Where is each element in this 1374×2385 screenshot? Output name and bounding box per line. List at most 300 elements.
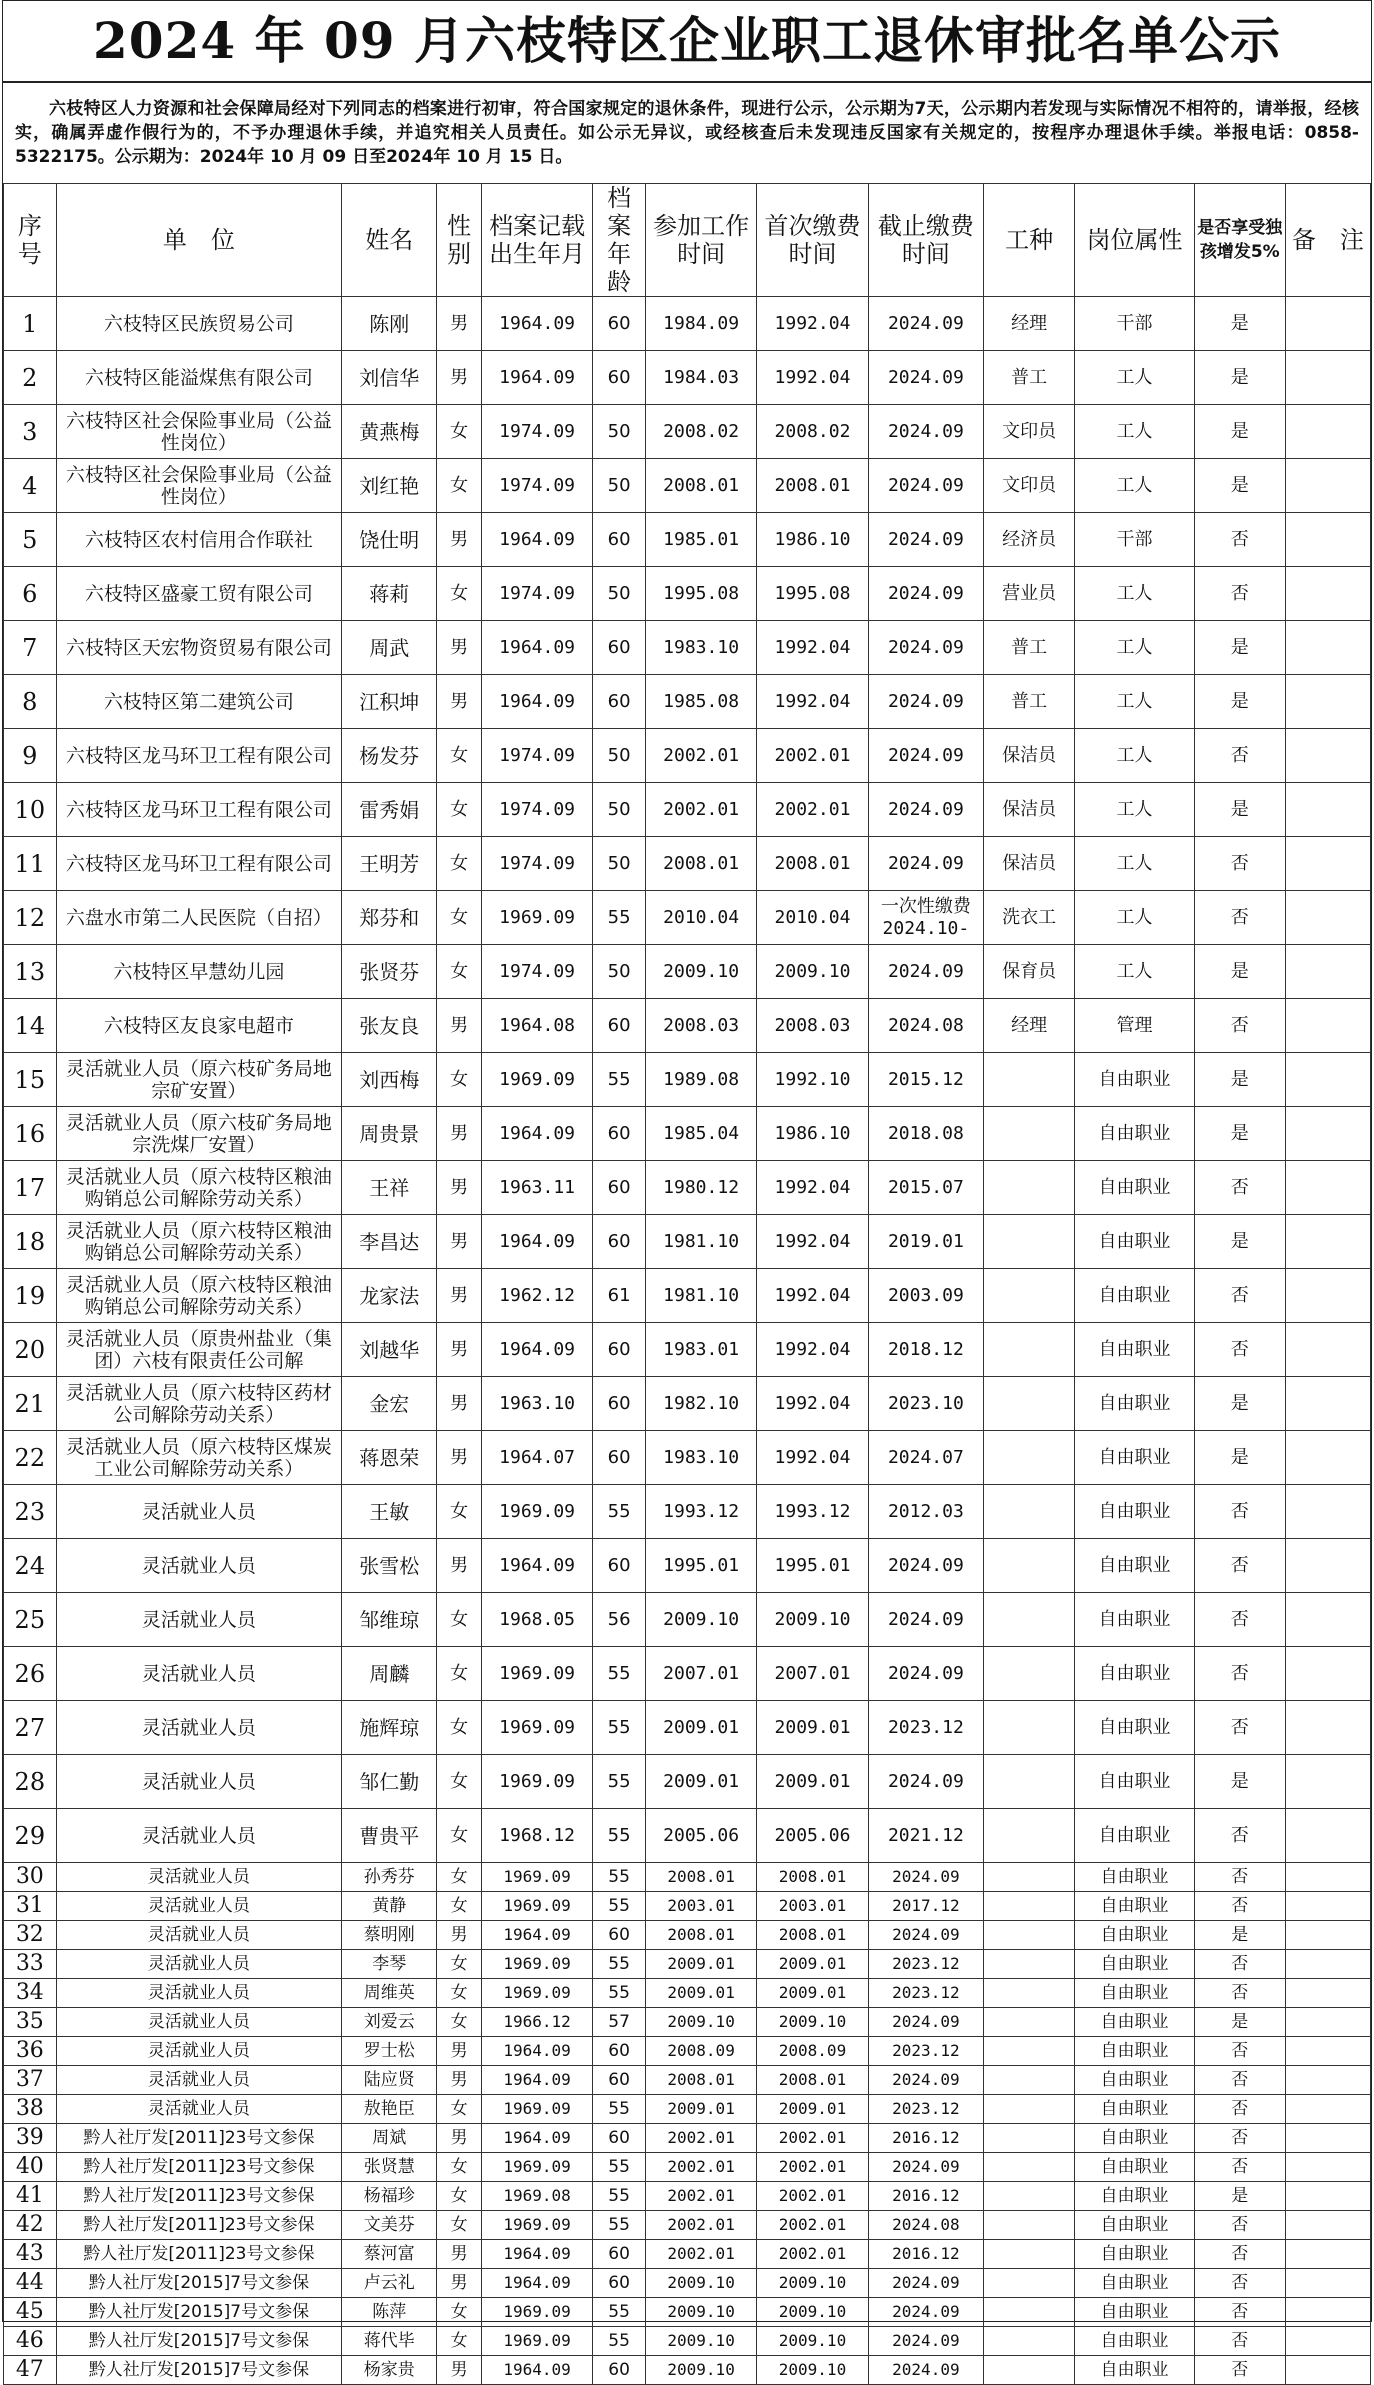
cell-bonus: 否 xyxy=(1194,999,1285,1053)
cell-pay-end: 2023.10 xyxy=(868,1377,983,1431)
table-row xyxy=(4,405,1371,459)
cell-work-start: 2008.01 xyxy=(645,1863,756,1892)
cell-name: 周斌 xyxy=(342,2124,437,2153)
cell-work-start: 1985.01 xyxy=(645,513,756,567)
table-row xyxy=(4,1323,1371,1377)
cell-bonus: 否 xyxy=(1194,2095,1285,2124)
cell-post: 自由职业 xyxy=(1075,1892,1194,1921)
table-row xyxy=(4,2124,1371,2153)
cell-seq: 37 xyxy=(4,2066,57,2095)
cell-job xyxy=(984,1053,1075,1107)
cell-unit: 灵活就业人员 xyxy=(56,1539,342,1593)
table-row xyxy=(4,1950,1371,1979)
cell-first-pay: 2002.01 xyxy=(757,783,868,837)
cell-post: 自由职业 xyxy=(1075,1377,1194,1431)
cell-pay-end: 2024.09 xyxy=(868,2269,983,2298)
cell-seq: 34 xyxy=(4,1979,57,2008)
cell-name: 王祥 xyxy=(342,1161,437,1215)
cell-pay-end: 2003.09 xyxy=(868,1269,983,1323)
cell-remark xyxy=(1285,2124,1370,2153)
cell-job: 普工 xyxy=(984,351,1075,405)
cell-work-start: 1983.10 xyxy=(645,621,756,675)
cell-bonus: 否 xyxy=(1194,1950,1285,1979)
cell-birth: 1969.09 xyxy=(481,1950,592,1979)
cell-birth: 1964.09 xyxy=(481,513,592,567)
cell-remark xyxy=(1285,2095,1370,2124)
cell-seq: 43 xyxy=(4,2240,57,2269)
cell-birth: 1964.09 xyxy=(481,2066,592,2095)
cell-first-pay: 2008.01 xyxy=(757,2066,868,2095)
cell-name: 刘西梅 xyxy=(342,1053,437,1107)
cell-gender: 男 xyxy=(437,1539,482,1593)
cell-work-start: 1981.10 xyxy=(645,1269,756,1323)
cell-pay-end: 2024.09 xyxy=(868,2066,983,2095)
cell-birth: 1974.09 xyxy=(481,729,592,783)
cell-remark xyxy=(1285,1161,1370,1215)
table-row xyxy=(4,297,1371,351)
cell-pay-end: 2024.08 xyxy=(868,2211,983,2240)
cell-job: 保洁员 xyxy=(984,837,1075,891)
cell-unit: 灵活就业人员 xyxy=(56,1979,342,2008)
cell-pay-end: 2024.09 xyxy=(868,1539,983,1593)
table-row xyxy=(4,1269,1371,1323)
cell-post: 自由职业 xyxy=(1075,2327,1194,2356)
cell-work-start: 2008.01 xyxy=(645,1921,756,1950)
cell-remark xyxy=(1285,1377,1370,1431)
table-row xyxy=(4,1377,1371,1431)
cell-remark xyxy=(1285,459,1370,513)
cell-post: 自由职业 xyxy=(1075,2211,1194,2240)
cell-name: 雷秀娟 xyxy=(342,783,437,837)
cell-birth: 1969.09 xyxy=(481,2153,592,2182)
cell-seq: 7 xyxy=(4,621,57,675)
cell-age: 60 xyxy=(593,1161,646,1215)
table-row xyxy=(4,1755,1371,1809)
cell-seq: 46 xyxy=(4,2327,57,2356)
cell-name: 卢云礼 xyxy=(342,2269,437,2298)
cell-post: 自由职业 xyxy=(1075,2008,1194,2037)
cell-age: 55 xyxy=(593,1809,646,1863)
cell-bonus: 否 xyxy=(1194,1979,1285,2008)
cell-birth: 1974.09 xyxy=(481,945,592,999)
cell-unit: 六枝特区民族贸易公司 xyxy=(56,297,342,351)
cell-job xyxy=(984,1863,1075,1892)
cell-age: 55 xyxy=(593,2182,646,2211)
cell-gender: 女 xyxy=(437,945,482,999)
cell-remark xyxy=(1285,2066,1370,2095)
cell-age: 55 xyxy=(593,1755,646,1809)
cell-age: 55 xyxy=(593,1485,646,1539)
cell-pay-end: 2024.09 xyxy=(868,459,983,513)
cell-bonus: 是 xyxy=(1194,675,1285,729)
table-row xyxy=(4,1539,1371,1593)
cell-post: 自由职业 xyxy=(1075,1323,1194,1377)
cell-first-pay: 2009.10 xyxy=(757,945,868,999)
header-work-start: 参加工作时间 xyxy=(645,184,756,297)
cell-post: 自由职业 xyxy=(1075,2095,1194,2124)
cell-job xyxy=(984,1377,1075,1431)
cell-name: 李琴 xyxy=(342,1950,437,1979)
cell-first-pay: 2002.01 xyxy=(757,2182,868,2211)
cell-remark xyxy=(1285,1053,1370,1107)
cell-unit: 六枝特区第二建筑公司 xyxy=(56,675,342,729)
cell-post: 自由职业 xyxy=(1075,2356,1194,2385)
cell-age: 50 xyxy=(593,459,646,513)
cell-remark xyxy=(1285,1269,1370,1323)
cell-bonus: 否 xyxy=(1194,1809,1285,1863)
cell-remark xyxy=(1285,1593,1370,1647)
cell-gender: 女 xyxy=(437,2211,482,2240)
cell-age: 60 xyxy=(593,2240,646,2269)
cell-work-start: 2009.10 xyxy=(645,945,756,999)
cell-work-start: 2002.01 xyxy=(645,2211,756,2240)
cell-remark xyxy=(1285,1215,1370,1269)
cell-job xyxy=(984,1755,1075,1809)
cell-gender: 女 xyxy=(437,2298,482,2327)
cell-name: 李昌达 xyxy=(342,1215,437,1269)
cell-bonus: 是 xyxy=(1194,1107,1285,1161)
cell-name: 施辉琼 xyxy=(342,1701,437,1755)
table-row xyxy=(4,1485,1371,1539)
cell-first-pay: 2009.01 xyxy=(757,1979,868,2008)
cell-age: 55 xyxy=(593,2327,646,2356)
cell-birth: 1964.09 xyxy=(481,1539,592,1593)
cell-name: 刘爱云 xyxy=(342,2008,437,2037)
cell-age: 60 xyxy=(593,1215,646,1269)
cell-age: 57 xyxy=(593,2008,646,2037)
table-row xyxy=(4,621,1371,675)
cell-unit: 黔人社厅发[2015]7号文参保 xyxy=(56,2269,342,2298)
table-row xyxy=(4,459,1371,513)
cell-work-start: 1980.12 xyxy=(645,1161,756,1215)
cell-post: 工人 xyxy=(1075,945,1194,999)
table-row xyxy=(4,2327,1371,2356)
cell-seq: 13 xyxy=(4,945,57,999)
cell-job: 营业员 xyxy=(984,567,1075,621)
cell-first-pay: 2003.01 xyxy=(757,1892,868,1921)
cell-bonus: 是 xyxy=(1194,1053,1285,1107)
cell-job xyxy=(984,2298,1075,2327)
cell-work-start: 2008.01 xyxy=(645,2066,756,2095)
cell-pay-end: 2024.09 xyxy=(868,1647,983,1701)
cell-remark xyxy=(1285,1950,1370,1979)
cell-work-start: 2007.01 xyxy=(645,1647,756,1701)
cell-age: 55 xyxy=(593,1979,646,2008)
cell-seq: 25 xyxy=(4,1593,57,1647)
cell-unit: 六枝特区农村信用合作联社 xyxy=(56,513,342,567)
cell-birth: 1969.09 xyxy=(481,1979,592,2008)
cell-bonus: 是 xyxy=(1194,945,1285,999)
cell-unit: 六枝特区龙马环卫工程有限公司 xyxy=(56,729,342,783)
table-row xyxy=(4,1647,1371,1701)
cell-gender: 女 xyxy=(437,891,482,945)
cell-gender: 女 xyxy=(437,1755,482,1809)
cell-gender: 男 xyxy=(437,2066,482,2095)
cell-bonus: 否 xyxy=(1194,2269,1285,2298)
cell-first-pay: 1992.10 xyxy=(757,1053,868,1107)
cell-post: 自由职业 xyxy=(1075,1921,1194,1950)
cell-post: 自由职业 xyxy=(1075,1701,1194,1755)
cell-bonus: 否 xyxy=(1194,2066,1285,2095)
cell-job xyxy=(984,1107,1075,1161)
cell-post: 干部 xyxy=(1075,513,1194,567)
cell-work-start: 1981.10 xyxy=(645,1215,756,1269)
cell-age: 50 xyxy=(593,945,646,999)
cell-first-pay: 2008.09 xyxy=(757,2037,868,2066)
cell-remark xyxy=(1285,2356,1370,2385)
cell-age: 60 xyxy=(593,1107,646,1161)
cell-gender: 女 xyxy=(437,567,482,621)
cell-post: 自由职业 xyxy=(1075,2037,1194,2066)
cell-post: 自由职业 xyxy=(1075,1161,1194,1215)
cell-pay-end: 2024.09 xyxy=(868,675,983,729)
cell-work-start: 2009.10 xyxy=(645,2008,756,2037)
cell-job xyxy=(984,1215,1075,1269)
cell-name: 王敏 xyxy=(342,1485,437,1539)
cell-first-pay: 2008.01 xyxy=(757,459,868,513)
cell-first-pay: 2002.01 xyxy=(757,2153,868,2182)
cell-seq: 42 xyxy=(4,2211,57,2240)
cell-remark xyxy=(1285,945,1370,999)
cell-age: 50 xyxy=(593,405,646,459)
cell-job xyxy=(984,2327,1075,2356)
cell-first-pay: 1992.04 xyxy=(757,1215,868,1269)
cell-name: 金宏 xyxy=(342,1377,437,1431)
cell-unit: 灵活就业人员（原六枝特区煤炭工业公司解除劳动关系） xyxy=(56,1431,342,1485)
table-header xyxy=(4,184,1371,297)
cell-post: 自由职业 xyxy=(1075,1107,1194,1161)
cell-pay-end: 2024.09 xyxy=(868,2298,983,2327)
cell-seq: 1 xyxy=(4,297,57,351)
cell-job xyxy=(984,2240,1075,2269)
cell-work-start: 1985.08 xyxy=(645,675,756,729)
cell-work-start: 2008.01 xyxy=(645,459,756,513)
cell-remark xyxy=(1285,1863,1370,1892)
table-row xyxy=(4,351,1371,405)
cell-gender: 男 xyxy=(437,2124,482,2153)
cell-age: 60 xyxy=(593,297,646,351)
cell-gender: 男 xyxy=(437,1921,482,1950)
cell-unit: 灵活就业人员（原六枝特区粮油购销总公司解除劳动关系） xyxy=(56,1269,342,1323)
cell-birth: 1969.09 xyxy=(481,891,592,945)
table-row xyxy=(4,1593,1371,1647)
cell-remark xyxy=(1285,999,1370,1053)
cell-seq: 26 xyxy=(4,1647,57,1701)
cell-gender: 女 xyxy=(437,729,482,783)
cell-job xyxy=(984,1647,1075,1701)
cell-age: 60 xyxy=(593,675,646,729)
cell-post: 自由职业 xyxy=(1075,2182,1194,2211)
cell-gender: 男 xyxy=(437,1215,482,1269)
cell-first-pay: 1995.08 xyxy=(757,567,868,621)
cell-bonus: 是 xyxy=(1194,621,1285,675)
cell-first-pay: 1986.10 xyxy=(757,1107,868,1161)
cell-unit: 黔人社厅发[2015]7号文参保 xyxy=(56,2298,342,2327)
cell-first-pay: 2002.01 xyxy=(757,2124,868,2153)
cell-seq: 19 xyxy=(4,1269,57,1323)
cell-first-pay: 1993.12 xyxy=(757,1485,868,1539)
cell-job xyxy=(984,2066,1075,2095)
cell-birth: 1974.09 xyxy=(481,405,592,459)
cell-gender: 男 xyxy=(437,2037,482,2066)
cell-gender: 男 xyxy=(437,297,482,351)
cell-work-start: 1993.12 xyxy=(645,1485,756,1539)
cell-post: 自由职业 xyxy=(1075,2240,1194,2269)
cell-work-start: 2009.10 xyxy=(645,2327,756,2356)
cell-gender: 女 xyxy=(437,405,482,459)
cell-name: 周麟 xyxy=(342,1647,437,1701)
cell-age: 50 xyxy=(593,567,646,621)
cell-job xyxy=(984,1892,1075,1921)
cell-birth: 1969.09 xyxy=(481,2298,592,2327)
table-row xyxy=(4,1809,1371,1863)
cell-age: 60 xyxy=(593,2066,646,2095)
cell-first-pay: 2009.01 xyxy=(757,1701,868,1755)
cell-post: 自由职业 xyxy=(1075,1809,1194,1863)
cell-first-pay: 1992.04 xyxy=(757,1323,868,1377)
table-row xyxy=(4,2095,1371,2124)
cell-post: 自由职业 xyxy=(1075,2153,1194,2182)
cell-work-start: 1995.08 xyxy=(645,567,756,621)
cell-job: 文印员 xyxy=(984,405,1075,459)
cell-first-pay: 2008.01 xyxy=(757,1921,868,1950)
table-row xyxy=(4,1161,1371,1215)
cell-bonus: 否 xyxy=(1194,513,1285,567)
cell-seq: 31 xyxy=(4,1892,57,1921)
cell-unit: 黔人社厅发[2011]23号文参保 xyxy=(56,2124,342,2153)
cell-seq: 17 xyxy=(4,1161,57,1215)
cell-age: 61 xyxy=(593,1269,646,1323)
cell-job xyxy=(984,1950,1075,1979)
cell-age: 55 xyxy=(593,1053,646,1107)
cell-age: 55 xyxy=(593,1892,646,1921)
cell-post: 工人 xyxy=(1075,783,1194,837)
cell-bonus: 是 xyxy=(1194,1431,1285,1485)
cell-unit: 灵活就业人员（原六枝特区药材公司解除劳动关系） xyxy=(56,1377,342,1431)
cell-birth: 1964.09 xyxy=(481,2240,592,2269)
cell-post: 自由职业 xyxy=(1075,1539,1194,1593)
cell-remark xyxy=(1285,405,1370,459)
cell-work-start: 2003.01 xyxy=(645,1892,756,1921)
cell-remark xyxy=(1285,1921,1370,1950)
cell-work-start: 1983.10 xyxy=(645,1431,756,1485)
cell-bonus: 否 xyxy=(1194,567,1285,621)
cell-work-start: 2009.10 xyxy=(645,2298,756,2327)
cell-birth: 1969.09 xyxy=(481,1053,592,1107)
header-job: 工种 xyxy=(984,184,1075,297)
cell-job: 保洁员 xyxy=(984,783,1075,837)
cell-name: 邹维琼 xyxy=(342,1593,437,1647)
cell-first-pay: 1995.01 xyxy=(757,1539,868,1593)
cell-gender: 男 xyxy=(437,2356,482,2385)
cell-name: 龙家法 xyxy=(342,1269,437,1323)
cell-unit: 灵活就业人员（原贵州盐业（集团）六枝有限责任公司解 xyxy=(56,1323,342,1377)
cell-unit: 六枝特区友良家电超市 xyxy=(56,999,342,1053)
cell-birth: 1969.08 xyxy=(481,2182,592,2211)
cell-pay-end: 2024.09 xyxy=(868,2356,983,2385)
cell-first-pay: 1992.04 xyxy=(757,1431,868,1485)
cell-pay-end: 2024.09 xyxy=(868,1863,983,1892)
cell-name: 王明芳 xyxy=(342,837,437,891)
cell-pay-end: 2024.08 xyxy=(868,999,983,1053)
cell-pay-end: 2024.09 xyxy=(868,729,983,783)
cell-work-start: 2002.01 xyxy=(645,783,756,837)
cell-pay-end: 2024.09 xyxy=(868,513,983,567)
cell-unit: 灵活就业人员（原六枝特区粮油购销总公司解除劳动关系） xyxy=(56,1161,342,1215)
cell-first-pay: 2009.10 xyxy=(757,1593,868,1647)
cell-name: 张友良 xyxy=(342,999,437,1053)
cell-gender: 男 xyxy=(437,999,482,1053)
cell-remark xyxy=(1285,675,1370,729)
cell-seq: 3 xyxy=(4,405,57,459)
cell-seq: 47 xyxy=(4,2356,57,2385)
cell-post: 自由职业 xyxy=(1075,1863,1194,1892)
cell-unit: 黔人社厅发[2011]23号文参保 xyxy=(56,2182,342,2211)
cell-birth: 1964.09 xyxy=(481,297,592,351)
cell-job xyxy=(984,2356,1075,2385)
cell-first-pay: 1992.04 xyxy=(757,1377,868,1431)
cell-work-start: 2002.01 xyxy=(645,729,756,783)
cell-bonus: 否 xyxy=(1194,1269,1285,1323)
cell-first-pay: 1992.04 xyxy=(757,621,868,675)
cell-bonus: 否 xyxy=(1194,2327,1285,2356)
cell-job: 经济员 xyxy=(984,513,1075,567)
cell-remark xyxy=(1285,729,1370,783)
header-pay-end: 截止缴费时间 xyxy=(868,184,983,297)
cell-bonus: 否 xyxy=(1194,1892,1285,1921)
cell-gender: 女 xyxy=(437,2327,482,2356)
cell-remark xyxy=(1285,1979,1370,2008)
cell-birth: 1964.09 xyxy=(481,675,592,729)
cell-job xyxy=(984,2182,1075,2211)
cell-birth: 1969.09 xyxy=(481,1485,592,1539)
cell-unit: 六枝特区天宏物资贸易有限公司 xyxy=(56,621,342,675)
header-unit: 单 位 xyxy=(56,184,342,297)
cell-unit: 灵活就业人员 xyxy=(56,1921,342,1950)
cell-birth: 1969.09 xyxy=(481,1892,592,1921)
cell-bonus: 否 xyxy=(1194,2240,1285,2269)
cell-pay-end: 2024.09 xyxy=(868,783,983,837)
table-row xyxy=(4,2240,1371,2269)
cell-work-start: 2009.01 xyxy=(645,1755,756,1809)
cell-unit: 灵活就业人员 xyxy=(56,2008,342,2037)
cell-remark xyxy=(1285,1431,1370,1485)
cell-pay-end: 2015.07 xyxy=(868,1161,983,1215)
cell-seq: 30 xyxy=(4,1863,57,1892)
header-birth: 档案记载出生年月 xyxy=(481,184,592,297)
retirement-table xyxy=(3,183,1371,2385)
cell-pay-end: 2024.09 xyxy=(868,351,983,405)
cell-birth: 1974.09 xyxy=(481,837,592,891)
cell-unit: 灵活就业人员（原六枝矿务局地宗洗煤厂安置） xyxy=(56,1107,342,1161)
cell-post: 工人 xyxy=(1075,567,1194,621)
cell-pay-end: 2017.12 xyxy=(868,1892,983,1921)
cell-pay-end: 2021.12 xyxy=(868,1809,983,1863)
cell-gender: 女 xyxy=(437,1647,482,1701)
cell-post: 工人 xyxy=(1075,891,1194,945)
cell-job xyxy=(984,1701,1075,1755)
cell-post: 自由职业 xyxy=(1075,1593,1194,1647)
cell-name: 曹贵平 xyxy=(342,1809,437,1863)
table-row xyxy=(4,2356,1371,2385)
cell-remark xyxy=(1285,1809,1370,1863)
cell-age: 60 xyxy=(593,2037,646,2066)
table-row xyxy=(4,1921,1371,1950)
cell-job xyxy=(984,1539,1075,1593)
cell-job xyxy=(984,1485,1075,1539)
cell-first-pay: 1986.10 xyxy=(757,513,868,567)
cell-age: 55 xyxy=(593,1647,646,1701)
